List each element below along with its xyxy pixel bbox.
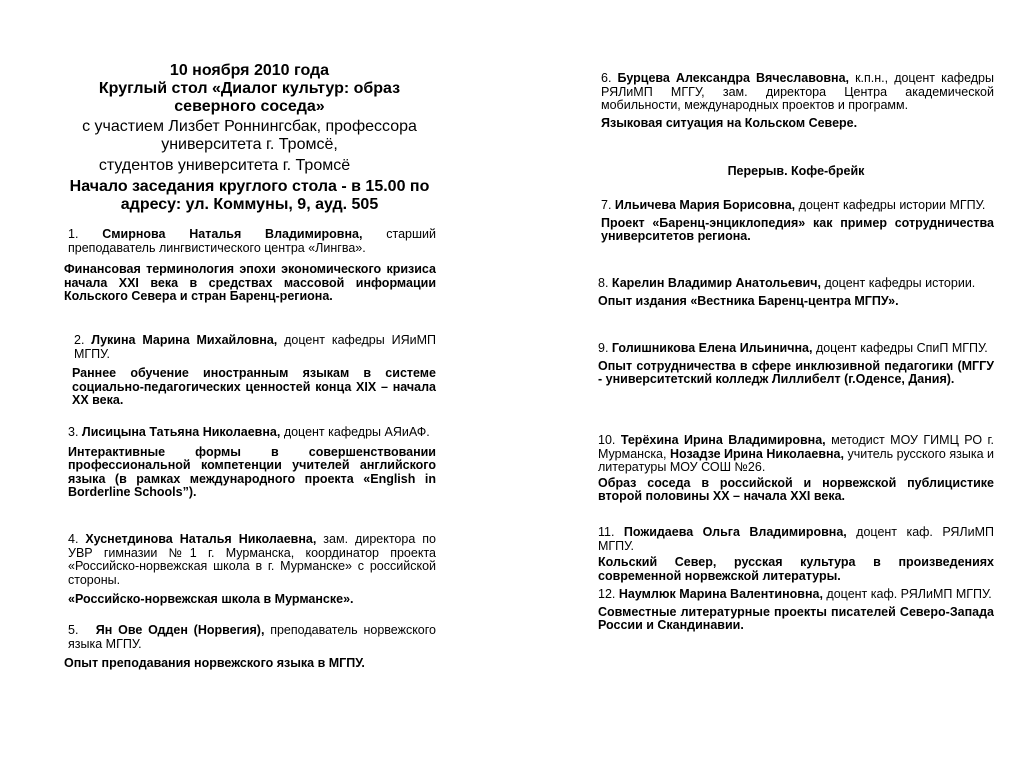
- speaker-topic: Образ соседа в российской и норвежской публицистике второй половины XX – начала XXI века.: [598, 475, 994, 503]
- coffee-break: Перерыв. Кофе-брейк: [727, 164, 865, 178]
- header: [62, 62, 437, 214]
- speaker-name: Бурцева Александра Вячеславовна,: [617, 71, 850, 85]
- speaker-11: 11. Пожидаева Ольга Владимировна, доцент каф. РЯЛиМП МГПУ. Кольский Север, русская культура в произведениях современной норвежской литературы.: [598, 525, 994, 583]
- speaker-name: Наумлюк Марина Валентиновна,: [618, 587, 823, 601]
- speaker-role: преподаватель норвежского языка МГПУ.: [68, 623, 436, 651]
- speaker-name: Ильичева Мария Борисовна,: [614, 198, 796, 212]
- speaker-role: доцент каф. РЯЛиМП МГПУ.: [598, 525, 994, 553]
- speaker-name: Голишникова Елена Ильинична,: [611, 341, 813, 355]
- speaker-topic: Языковая ситуация на Кольском Севере.: [601, 115, 858, 130]
- speaker-topic: Кольский Север, русская культура в произведениях современной норвежской литературы.: [598, 555, 994, 583]
- speaker-topic: Опыт преподавания норвежского языка в МГПУ.: [64, 656, 365, 670]
- speaker-name-2: Нозадзе Ирина Николаевна,: [669, 446, 844, 461]
- speaker-role: зам. директора по УВР гимназии №1 г. Мурманска, координатор проекта «Российско-норвежская школа в г. Мурманске» с российской стороны.: [68, 532, 436, 587]
- speaker-topic: «Российско-норвежская школа в Мурманске».: [68, 592, 354, 606]
- speaker-name: Лисицына Татьяна Николаевна,: [81, 425, 281, 439]
- event-date: 10 ноября 2010 года: [169, 62, 330, 79]
- speaker-role: доцент кафедры ИЯиМП МГПУ.: [74, 333, 436, 361]
- speaker-name: Хуснетдинова Наталья Николаевна,: [85, 532, 317, 546]
- speaker-name: Ян Ове Одден (Норвегия),: [95, 623, 265, 637]
- speaker-role: доцент кафедры АЯиАФ.: [280, 425, 430, 439]
- speaker-topic: Интерактивные формы в совершенствовании профессиональной компетенции учителей английского языка (в рамках международного проекта «English in Borderline Schools”).: [68, 444, 436, 499]
- speaker-5: 5. Ян Ове Одден (Норвегия), преподаватель норвежского языка МГПУ. Опыт преподавания норвежского языка в МГПУ.: [64, 623, 436, 670]
- speaker-2: 2. Лукина Марина Михайловна, доцент кафедры ИЯиМП МГПУ. Раннее обучение иностранным языкам в системе социально-педагогических ценностей конца XIX – начала XX века.: [68, 334, 436, 408]
- speaker-1: 1. Смирнова Наталья Владимировна, старший преподаватель лингвистического центра «Лингва». Финансовая терминология эпохи экономического кризиса начала XXI века в средствах массовой информации Кольского Севера и стран Баренц-региона.: [64, 227, 436, 303]
- speaker-topic: Проект «Баренц-энциклопедия» как пример сотрудничества университетов региона.: [601, 215, 994, 243]
- speaker-role: доцент кафедры СпиП МГПУ.: [812, 341, 988, 355]
- speaker-topic: Раннее обучение иностранным языкам в системе социально-педагогических ценностей конца XIX – начала XX века.: [72, 366, 436, 407]
- speaker-name: Пожидаева Ольга Владимировна,: [623, 525, 847, 539]
- start-info: Начало заседания круглого стола - в 15.00 по адресу: ул. Коммуны, 9, ауд. 505: [69, 178, 430, 213]
- speaker-name: Карелин Владимир Анатольевич,: [611, 276, 821, 290]
- event-title: Круглый стол «Диалог культур: образ северного соседа»: [98, 80, 401, 115]
- speaker-6: 6. Бурцева Александра Вячеславовна, к.п.н., доцент кафедры РЯЛиМП МГГУ, зам. директора Центра академической мобильности, международных проектов и программ. Языковая ситуация на Кольском Севере.: [598, 72, 994, 130]
- speaker-7: 7. Ильичева Мария Борисовна, доцент кафедры истории МГПУ. Проект «Баренц-энциклопедия» как пример сотрудничества университетов региона.: [598, 199, 994, 244]
- speaker-role: доцент кафедры истории МГПУ.: [795, 198, 986, 212]
- speaker-role: методист МОУ ГИМЦ РО г. Мурманска,: [598, 433, 995, 461]
- students-line: студентов университета г. Тромсё: [98, 157, 351, 174]
- speaker-8: 8. Карелин Владимир Анатольевич, доцент кафедры истории. Опыт издания «Вестника Баренц-центра МГПУ».: [598, 277, 994, 308]
- speaker-role-2: учитель русского языка и литературы МОУ СОШ №26.: [598, 446, 994, 474]
- speaker-10: 10. Терёхина Ирина Владимировна, методист МОУ ГИМЦ РО г. Мурманска, Нозадзе Ирина Николаевна, учитель русского языка и литературы МОУ СОШ №26. Образ соседа в российской и норвежской публицистике второй половины XX – начала XXI века.: [598, 433, 995, 503]
- speaker-name: Смирнова Наталья Владимировна,: [102, 227, 363, 241]
- speaker-12: 12. Наумлюк Марина Валентиновна, доцент каф. РЯЛиМП МГПУ. Совместные литературные проекты писателей Северо-Запада России и Скандинавии.: [598, 587, 994, 632]
- speaker-role: старший преподаватель лингвистического центра «Лингва».: [68, 227, 436, 255]
- speaker-role: доцент каф. РЯЛиМП МГПУ.: [822, 587, 992, 601]
- speaker-3: 3. Лисицына Татьяна Николаевна, доцент кафедры АЯиАФ. Интерактивные формы в совершенствовании профессиональной компетенции учителей английского языка (в рамках международного проекта «English in Borderline Schools”).: [68, 425, 436, 499]
- participation-line: с участием Лизбет Роннингсбак, профессора университета г. Тромсё,: [82, 118, 417, 153]
- speaker-9: 9. Голишникова Елена Ильинична, доцент кафедры СпиП МГПУ. Опыт сотрудничества в сфере инклюзивной педагогики (МГГУ - университетский колледж Лиллибелт (г.Оденсе, Дания).: [598, 341, 994, 386]
- speaker-role: к.п.н., доцент кафедры РЯЛиМП МГГУ, зам. директора Центра академической мобильности, международных проектов и программ.: [601, 71, 994, 112]
- speaker-topic: Совместные литературные проекты писателей Северо-Запада России и Скандинавии.: [598, 604, 994, 632]
- speaker-name: Терёхина Ирина Владимировна,: [620, 433, 826, 447]
- speaker-name: Лукина Марина Михайловна,: [91, 333, 278, 347]
- speaker-role: доцент кафедры истории.: [820, 276, 976, 290]
- speaker-topic: Финансовая терминология эпохи экономического кризиса начала XXI века в средствах массовой информации Кольского Севера и стран Баренц-региона.: [64, 262, 436, 303]
- speaker-topic: Опыт сотрудничества в сфере инклюзивной педагогики (МГГУ - университетский колледж Лиллибелт (г.Оденсе, Дания).: [598, 358, 994, 386]
- speaker-topic: Опыт издания «Вестника Баренц-центра МГПУ».: [598, 293, 899, 308]
- speaker-4: 4. Хуснетдинова Наталья Николаевна, зам. директора по УВР гимназии №1 г. Мурманска, координатор проекта «Российско-норвежская школа в г. Мурманске» с российской стороны. «Российско-норвежская школа в Мурманске».: [68, 532, 436, 606]
